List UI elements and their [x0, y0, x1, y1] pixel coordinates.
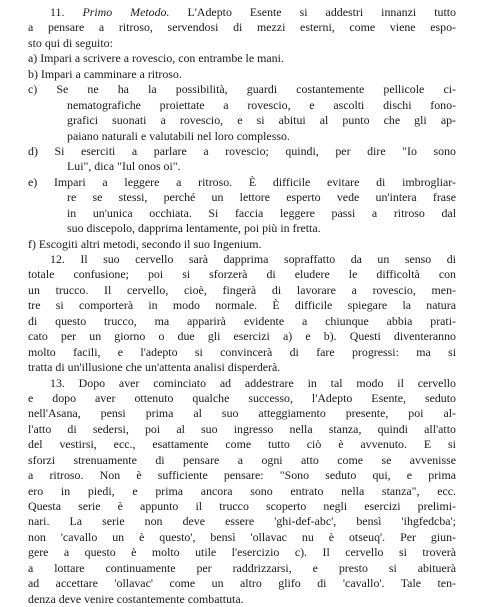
text-line [28, 468, 456, 483]
text-line [28, 190, 456, 205]
text-line [28, 206, 456, 221]
text-line [28, 314, 456, 329]
line-text: re se stessi, perché un lettore esperto vede un'intera frase [67, 190, 456, 204]
text-line [28, 82, 456, 97]
text-line [28, 283, 456, 298]
line-text: gere a questo è molto utile l'esercizio c). Il cervello si troverà [28, 545, 456, 559]
paragraph [28, 82, 456, 144]
line-text: Questa serie è appunto il trucco scoperto negli esercizi prelimi- [28, 499, 456, 513]
text-line [28, 144, 456, 159]
text-line [28, 329, 456, 344]
section-number: 11. [50, 5, 82, 19]
line-text: Lui", dica "Iul onos oi". [67, 159, 181, 173]
text-line [28, 514, 456, 529]
text-line [28, 530, 456, 545]
paragraph [28, 5, 456, 51]
line-text: b) Impari a camminare a ritroso. [28, 67, 182, 81]
text-line [28, 221, 456, 236]
text-line [28, 561, 456, 576]
text-line [28, 406, 456, 421]
section-title: Primo Metodo. [82, 5, 169, 19]
line-text: e dopo aver ottenuto qualche successo, l'Adepto Esente, seduto [28, 391, 456, 405]
text-line [28, 51, 456, 66]
paragraph [28, 252, 456, 376]
line-text: grafici suonati a rovescio, e si abitui al punto che gli ap- [67, 113, 456, 127]
text-line [28, 252, 456, 267]
line-text: nematografiche proiettate a rovescio, e ascolti dischi fono- [67, 98, 456, 112]
paragraph [28, 67, 456, 82]
text-line [28, 159, 456, 174]
paragraph [28, 237, 456, 252]
line-text: sto qui di seguito: [28, 36, 113, 50]
line-text: nari. La serie non deve essere 'ghi-def-abc', bensì 'ihgfedcba'; [28, 514, 456, 528]
paragraph [28, 175, 456, 237]
line-text: molto facili, e l'adepto si convincerà di fare progressi: ma si [28, 345, 456, 359]
text-line [28, 129, 456, 144]
line-text: f) Escogiti altri metodi, secondo il suo Ingenium. [28, 237, 261, 251]
line-text: 13. Dopo aver cominciato ad addestrare in tal modo il cervello [50, 376, 456, 390]
text-line [28, 360, 456, 375]
line-text: ad accettare 'ollavac' come un altro glifo di 'cavallo'. Tale ten- [28, 576, 456, 590]
text-line [28, 576, 456, 591]
line-text: paiano naturali e valutabili nel loro complesso. [67, 129, 290, 143]
line-text: e) Impari a leggere a ritroso. È difficile evitare di imbrogliar- [28, 175, 456, 189]
line-text: denza deve venire costantemente combattuta. [28, 592, 244, 606]
text-line [28, 453, 456, 468]
line-text: totale confusione; poi si sforzerà di eludere le difficoltà con [28, 267, 456, 281]
text-line [28, 67, 456, 82]
text-line [28, 5, 456, 20]
text-line [28, 113, 456, 128]
line-text: cato per un giorno o due gli esercizi a) e b). Questi diventeranno [28, 329, 456, 343]
line-text: del vestirsi, ecc., esattamente come tutto ciò è avvenuto. E si [28, 437, 456, 451]
text-line [28, 175, 456, 190]
line-text: d) Si eserciti a parlare a rovescio; quindi, per dire "Io sono [28, 144, 456, 158]
text-line [28, 391, 456, 406]
line-text: non 'cavallo un è questo', bensì 'ollavac nu è otseuq'. Per giun- [28, 530, 456, 544]
paragraph [28, 376, 456, 607]
text-line [28, 376, 456, 391]
line-text: a lottare continuamente per raddrizzarsi, e presto si abituerà [28, 561, 456, 575]
text-line [28, 237, 456, 252]
paragraph [28, 51, 456, 66]
text-line [28, 545, 456, 560]
line-text: suo discepolo, dapprima lentamente, poi più in fretta. [67, 221, 321, 235]
text-line [28, 422, 456, 437]
text-line [28, 484, 456, 499]
line-text: in un'unica occhiata. Si faccia leggere passi a ritroso dal [67, 206, 456, 220]
text-line [28, 499, 456, 514]
line-text: un trucco. Il cervello, cioè, fingerà di lavorare a rovescio, men- [28, 283, 456, 297]
line-text: sforzi strenuamente di pensare a ogni atto come se avvenisse [28, 453, 456, 467]
line-text: a ritroso. Non è sufficiente pensare: "Sono seduto qui, e prima [28, 468, 456, 482]
line-text: ero in piedi, e prima ancora sono entrato nella stanza", ecc. [28, 484, 456, 498]
text-line [28, 592, 456, 607]
line-text: tratta di un'illusione che un'attenta analisi disperderà. [28, 360, 280, 374]
line-text: a pensare a ritroso, servendosi di mezzi esterni, come viene espo- [28, 20, 456, 34]
line-text: a) Impari a scrivere a rovescio, con entrambe le mani. [28, 51, 284, 65]
text-line [28, 20, 456, 35]
text-line [28, 36, 456, 51]
text-line [28, 98, 456, 113]
text-line [28, 298, 456, 313]
line-text: tre si comporterà in modo normale. È difficile spiegare la natura [28, 298, 456, 312]
text-line [28, 267, 456, 282]
text-line [28, 437, 456, 452]
line-text: nell'Asana, pensi prima al suo atteggiamento presente, poi al- [28, 406, 456, 420]
line-text: c) Se ne ha la possibilità, guardi costantemente pellicole ci- [28, 82, 456, 96]
line-text: di questo trucco, ma apparirà evidente a chiunque abbia prati- [28, 314, 456, 328]
text-line [28, 345, 456, 360]
paragraph [28, 144, 456, 175]
line-text: L'Adepto Esente si addestri innanzi tutto [169, 5, 456, 19]
line-text: 12. Il suo cervello sarà dapprima sopraffatto da un senso di [50, 252, 456, 266]
line-text: l'atto di sedersi, poi al suo ingresso nella stanza, quindi all'atto [28, 422, 456, 436]
